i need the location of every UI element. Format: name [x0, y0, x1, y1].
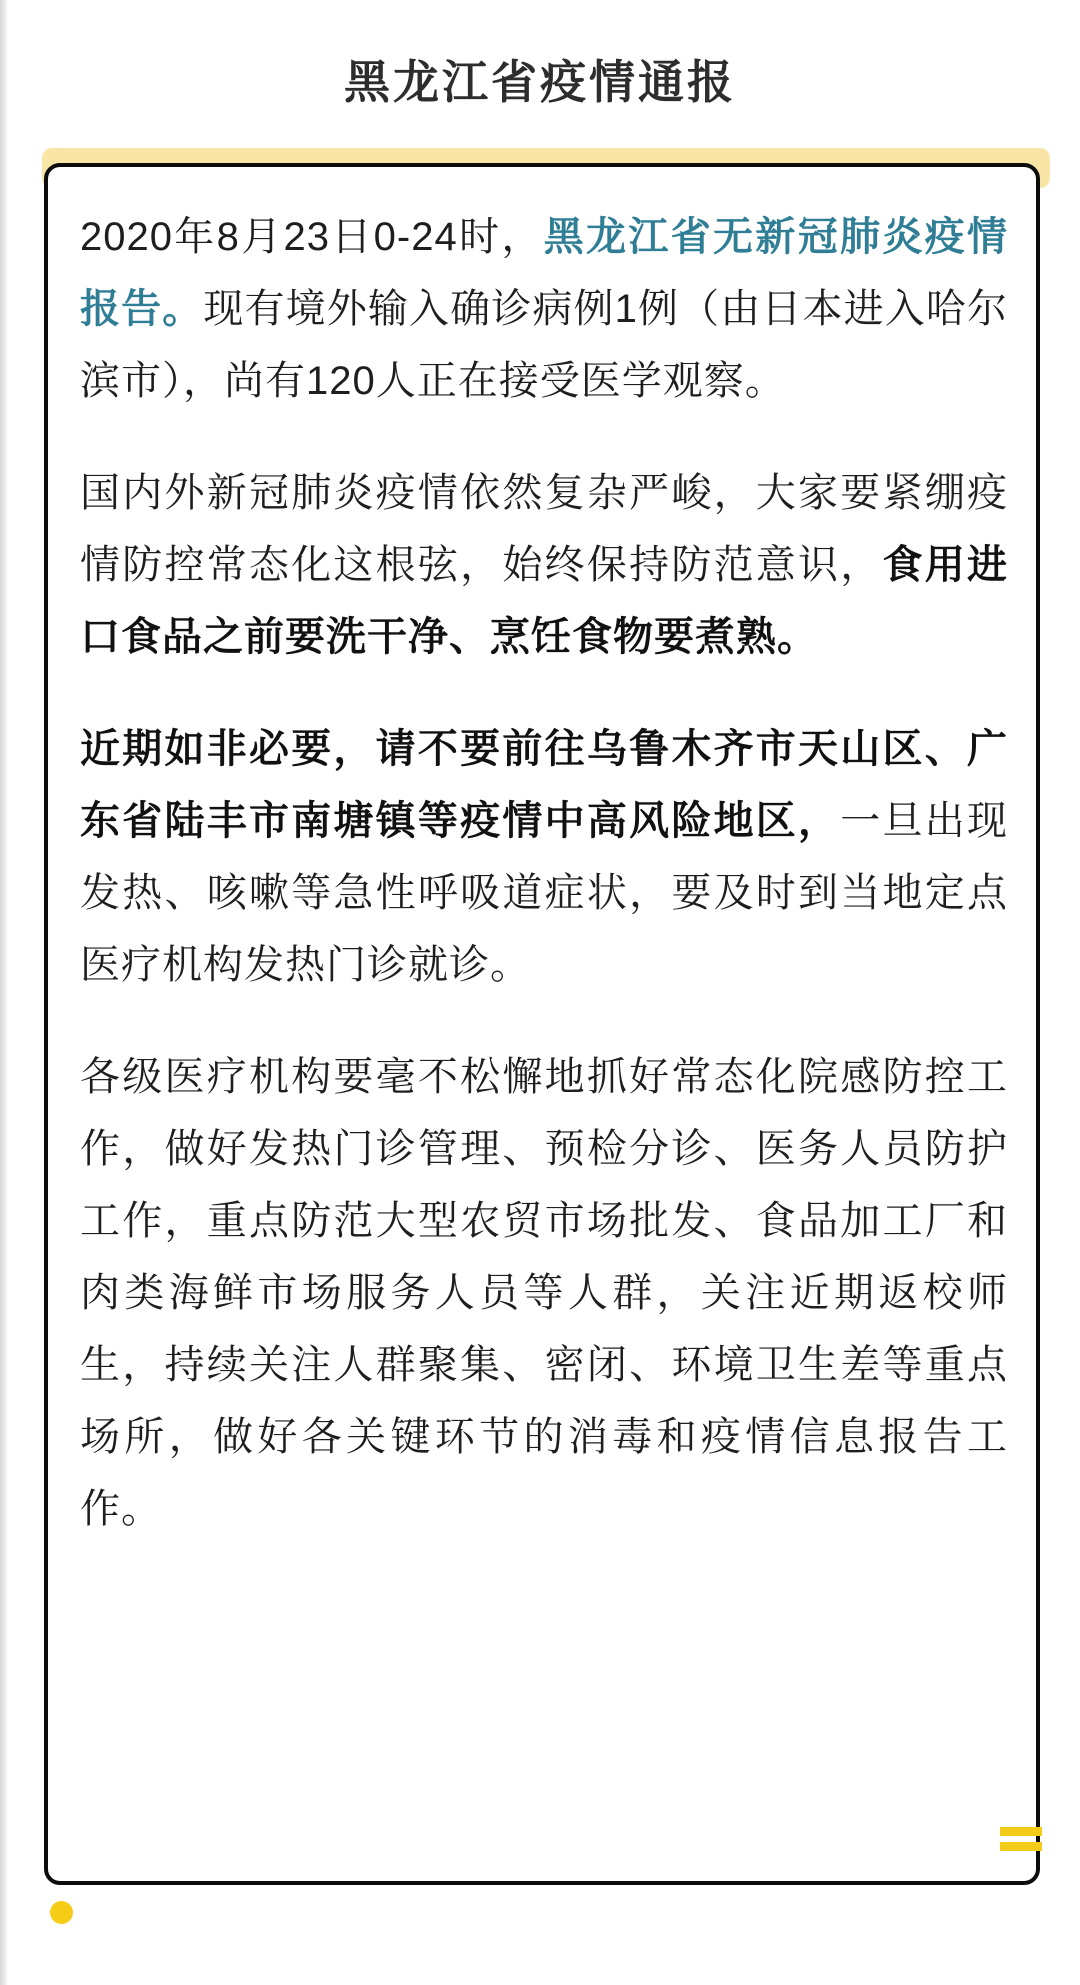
text-segment-normal: 2020年8月23日0-24时， — [80, 215, 544, 259]
text-segment-normal: 现有境外输入确诊病例1例（由日本进入哈尔滨市），尚有120人正在接受医学观察。 — [80, 287, 1008, 403]
body-paragraph — [80, 201, 1008, 417]
yellow-bar-bottom — [1000, 1842, 1042, 1851]
body-paragraph — [80, 1041, 1008, 1545]
left-edge-shadow — [0, 0, 7, 1985]
report-card — [44, 163, 1040, 1885]
body-paragraph — [80, 713, 1008, 1001]
text-segment-bold: 食用进口食品之前要洗干净、烹饪食物要煮熟。 — [80, 543, 1009, 659]
text-segment-teal: 黑龙江省无新冠肺炎疫情报告。 — [80, 215, 1009, 331]
text-segment-bold: 近期如非必要，请不要前往乌鲁木齐市天山区、广东省陆丰市南塘镇等疫情中高风险地区， — [80, 727, 1008, 843]
text-segment-normal: 国内外新冠肺炎疫情依然复杂严峻，大家要紧绷疫情防控常态化这根弦，始终保持防范意识， — [80, 471, 1008, 587]
text-segment-normal: 一旦出现发热、咳嗽等急性呼吸道症状，要及时到当地定点医疗机构发热门诊就诊。 — [80, 799, 1009, 987]
text-segment-normal: 各级医疗机构要毫不松懈地抓好常态化院感防控工作，做好发热门诊管理、预检分诊、医务人员防护工作，重点防范大型农贸市场批发、食品加工厂和肉类海鲜市场服务人员等人群，关注近期返校师生，持续关注人群聚集、密闭、环境卫生差等重点场所，做好各关键环节的消毒和疫情信息报告工作。 — [80, 1055, 1008, 1531]
page-title: 黑龙江省疫情通报 — [344, 56, 736, 108]
body-paragraph — [80, 457, 1008, 673]
double-bar-decoration — [1000, 1821, 1042, 1851]
report-body — [80, 201, 1008, 1545]
yellow-dot-decoration — [50, 1901, 73, 1924]
yellow-bar-top — [1000, 1827, 1042, 1836]
